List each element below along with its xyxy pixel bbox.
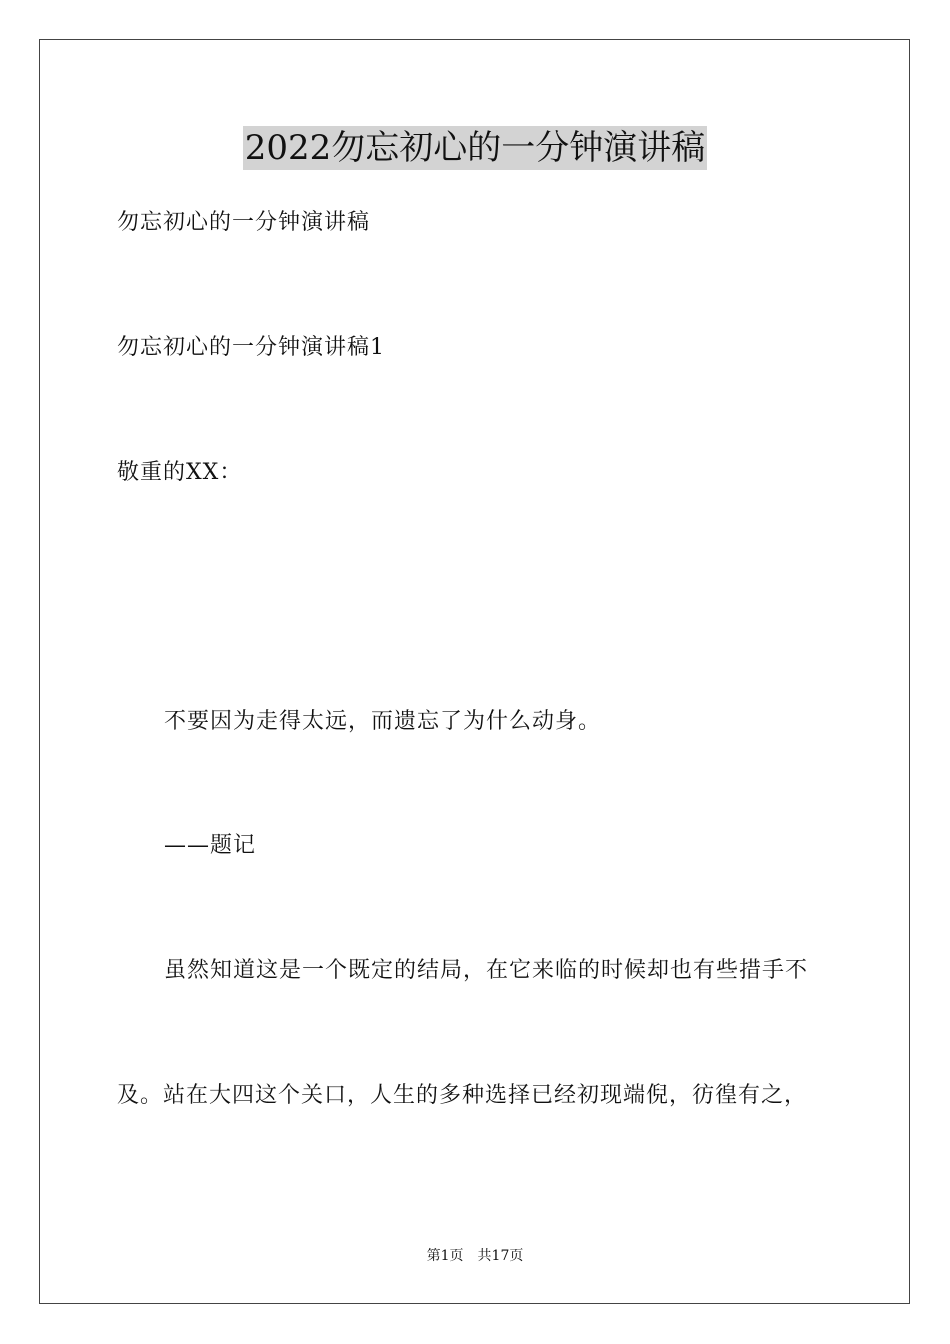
document-title: 2022勿忘初心的一分钟演讲稿 [244, 128, 706, 168]
paragraph-line: 虽然知道这是一个既定的结局，在它来临的时候却也有些措手不 [164, 958, 809, 983]
paragraph-line: 敬重的XX： [117, 460, 243, 485]
paragraph-line: 勿忘初心的一分钟演讲稿1 [117, 335, 385, 360]
paragraph-line: 及。站在大四这个关口，人生的多种选择已经初现端倪，彷徨有之， [117, 1083, 808, 1108]
paragraph-line: 不要因为走得太远，而遗忘了为什么动身。 [164, 709, 602, 734]
page-number: 第1页 [426, 1248, 464, 1264]
paragraph-line: 勿忘初心的一分钟演讲稿 [117, 210, 371, 235]
paragraph-line: ——题记 [164, 833, 257, 858]
page-total: 共17页 [477, 1248, 524, 1264]
title-container [0, 126, 950, 170]
page-footer [0, 1246, 950, 1266]
